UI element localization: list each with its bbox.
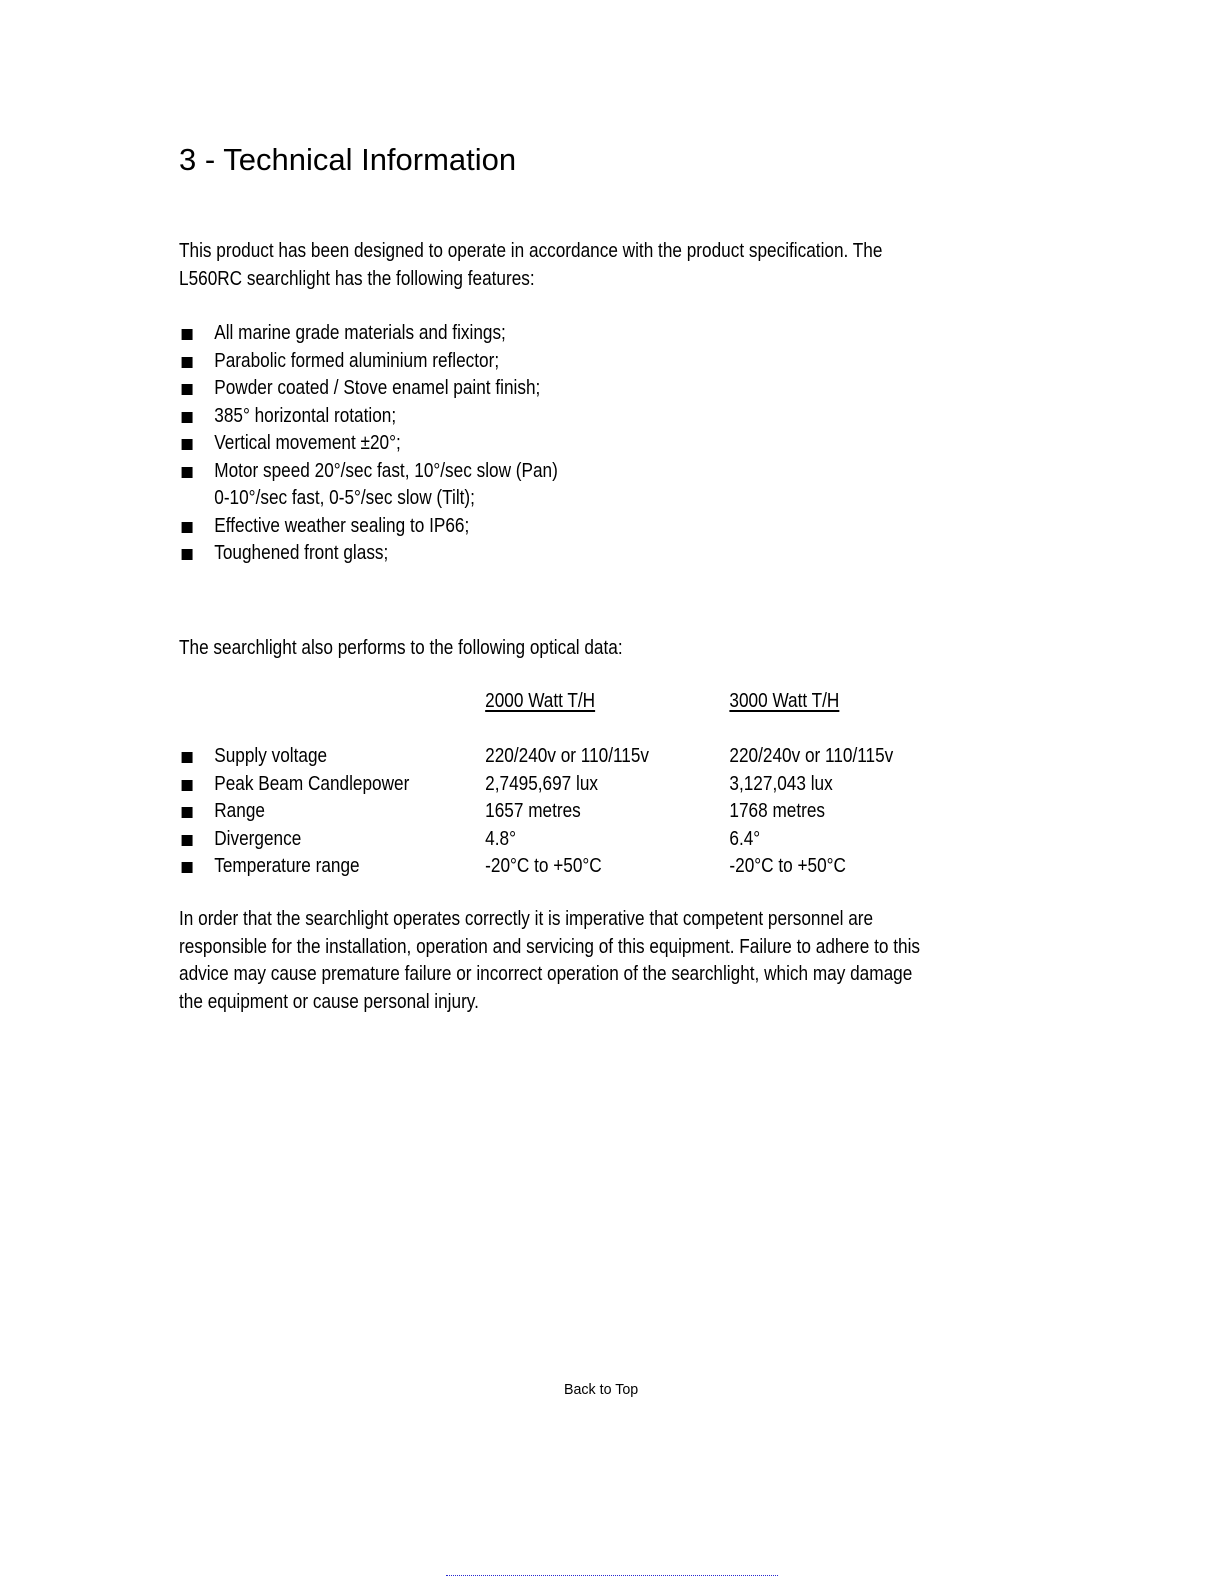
feature-text: 385° horizontal rotation; <box>214 404 397 427</box>
feature-text-continued: 0-10°/sec fast, 0-5°/sec slow (Tilt); <box>214 487 475 509</box>
feature-item <box>179 403 558 431</box>
value-3000w: -20°C to +50°C <box>729 855 846 877</box>
value-3000w: 3,127,043 lux <box>729 772 833 795</box>
value-3000w: 1768 metres <box>729 800 826 822</box>
row-label: Divergence <box>214 827 302 850</box>
optical-intro: The searchlight also performs to the following optical data: <box>179 637 623 659</box>
row-label: Supply voltage <box>214 745 328 767</box>
table-header-row <box>179 688 936 743</box>
intro-line: L560RC searchlight has the following features: <box>179 267 535 290</box>
square-bullet-icon <box>182 549 193 560</box>
table-row <box>179 826 936 854</box>
intro-paragraph <box>179 238 882 293</box>
table-row <box>179 798 936 826</box>
square-bullet-icon <box>182 384 193 395</box>
square-bullet-icon <box>182 439 193 450</box>
value-3000w: 220/240v or 110/115v <box>729 745 894 767</box>
back-to-top-link[interactable]: Back to Top <box>564 1381 639 1398</box>
value-2000w: 4.8° <box>485 827 516 850</box>
value-2000w: 2,7495,697 lux <box>485 772 599 795</box>
square-bullet-icon <box>182 862 193 873</box>
feature-item <box>179 540 558 568</box>
feature-item <box>179 458 558 513</box>
row-label: Temperature range <box>214 855 360 877</box>
feature-item <box>179 320 558 348</box>
value-2000w: 1657 metres <box>485 800 581 822</box>
square-bullet-icon <box>182 522 193 533</box>
intro-line: This product has been designed to operate in accordance with the product specification. The <box>179 240 883 262</box>
square-bullet-icon <box>182 329 193 340</box>
feature-text: Powder coated / Stove enamel paint finish; <box>214 377 541 399</box>
bottom-divider <box>446 1575 778 1576</box>
feature-item <box>179 348 558 376</box>
value-2000w: -20°C to +50°C <box>485 855 602 877</box>
square-bullet-icon <box>182 807 193 818</box>
table-row <box>179 743 936 771</box>
square-bullet-icon <box>182 412 193 423</box>
optical-data-table <box>179 688 936 881</box>
square-bullet-icon <box>182 752 193 763</box>
closing-paragraph <box>179 906 920 1016</box>
feature-item <box>179 375 558 403</box>
feature-list <box>179 320 558 568</box>
closing-line: In order that the searchlight operates correctly it is imperative that competent personnel are <box>179 908 874 930</box>
square-bullet-icon <box>182 780 193 791</box>
closing-line: the equipment or cause personal injury. <box>179 990 479 1013</box>
closing-line: responsible for the installation, operation and servicing of this equipment. Failure to adhere to this <box>179 935 920 958</box>
value-3000w: 6.4° <box>729 827 761 850</box>
square-bullet-icon <box>182 467 193 478</box>
feature-text: All marine grade materials and fixings; <box>214 322 506 344</box>
table-row <box>179 853 936 881</box>
column-header-3000w: 3000 Watt T/H <box>729 690 840 712</box>
square-bullet-icon <box>182 835 193 846</box>
value-2000w: 220/240v or 110/115v <box>485 745 650 767</box>
square-bullet-icon <box>182 357 193 368</box>
feature-text: Parabolic formed aluminium reflector; <box>214 349 500 372</box>
closing-line: advice may cause premature failure or incorrect operation of the searchlight, which may damage <box>179 963 913 985</box>
table-row <box>179 771 936 799</box>
feature-item <box>179 430 558 458</box>
feature-text: Vertical movement ±20°; <box>214 432 401 454</box>
feature-text: Motor speed 20°/sec fast, 10°/sec slow (Pan) <box>214 459 558 482</box>
feature-text: Effective weather sealing to IP66; <box>214 514 470 537</box>
page-title: 3 - Technical Information <box>179 142 517 177</box>
row-label: Peak Beam Candlepower <box>214 772 410 795</box>
feature-text: Toughened front glass; <box>214 542 389 564</box>
row-label: Range <box>214 800 265 822</box>
feature-item <box>179 513 558 541</box>
column-header-2000w: 2000 Watt T/H <box>485 690 596 712</box>
